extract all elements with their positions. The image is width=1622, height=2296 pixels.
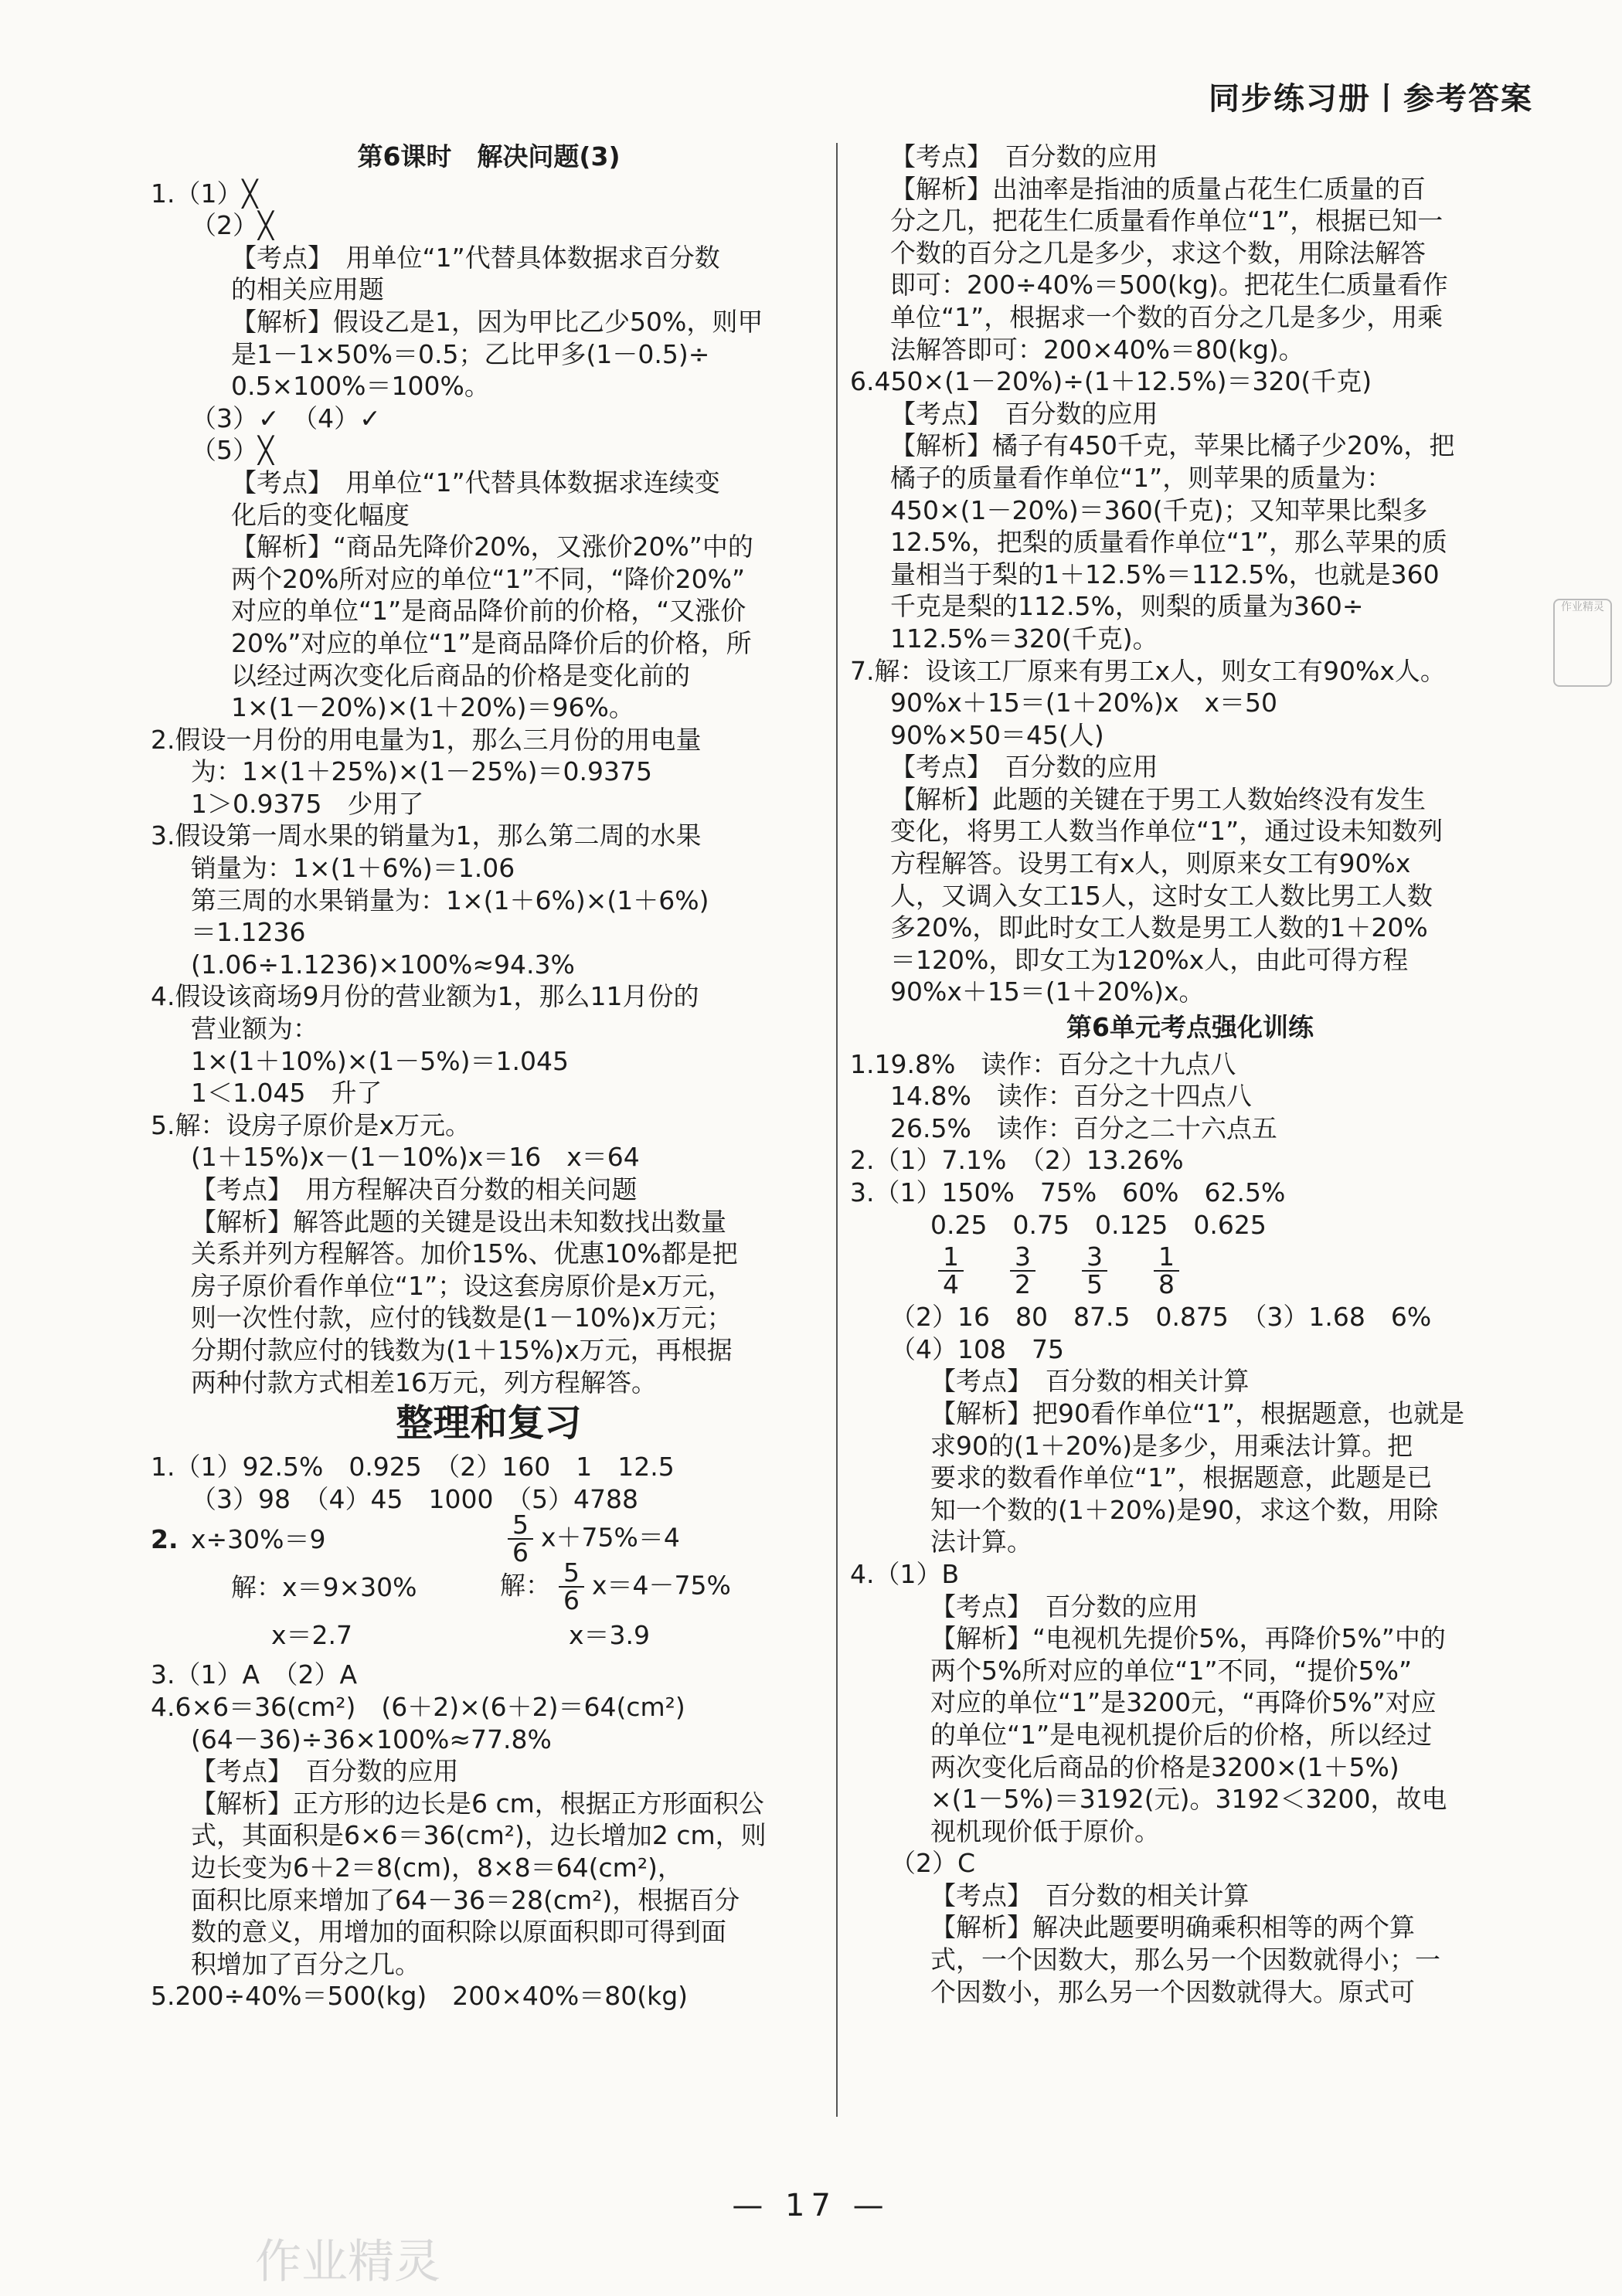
text-line: 个数的百分之几是多少，求这个数，用除法解答 <box>890 237 1426 268</box>
text-line: 2.假设一月份的用电量为1，那么三月份的用电量 <box>151 724 702 755</box>
fraction: $\frac{1}{4}$ <box>938 1244 964 1298</box>
text-line: 要求的数看作单位“1”，根据题意，此题是已 <box>930 1462 1433 1493</box>
text-line: （2）16 80 87.5 0.875 （3）1.68 6% <box>890 1302 1432 1333</box>
text-line: 【解析】把90看作单位“1”，根据题意，也就是 <box>930 1398 1465 1428</box>
text-line: 【考点】 百分数的应用 <box>890 141 1158 172</box>
text-line: 【解析】解决此题要明确乘积相等的两个算 <box>930 1912 1415 1943</box>
text-line: 【解析】假设乙是1，因为甲比乙少50%，则甲 <box>231 306 763 337</box>
text-line: 积增加了百分之几。 <box>191 1948 420 1979</box>
text-line: (64－36)÷36×100%≈77.8% <box>191 1724 552 1754</box>
text-line: 关系并列方程解答。加价15%、优惠10%都是把 <box>191 1238 738 1269</box>
text-line: 90%x＋15＝(1＋20%)x x＝50 <box>890 688 1278 718</box>
text-line: 【考点】 百分数的相关计算 <box>930 1880 1250 1911</box>
text-line: ＝120%，即女工为120%x人，由此可得方程 <box>890 944 1409 975</box>
text-line: 1.（1）╳ <box>151 178 258 209</box>
text-line: 【解析】橘子有450千克，苹果比橘子少20%，把 <box>890 430 1455 461</box>
fraction: $\frac{3}{5}$ <box>1082 1244 1107 1298</box>
watermark: 作业精灵 <box>255 2235 440 2289</box>
fraction: $\frac{3}{2}$ <box>1010 1244 1035 1298</box>
text-line: 5.200÷40%＝500(kg) 200×40%＝80(kg) <box>151 1981 689 2012</box>
text-line: 26.5% 读作：百分之二十六点五 <box>890 1112 1277 1143</box>
text-line: 3.（1）A （2）A <box>151 1659 358 1690</box>
text-line: 第三周的水果销量为：1×(1＋6%)×(1＋6%) <box>191 885 709 915</box>
text-line: 求90的(1＋20%)是多少，用乘法计算。把 <box>930 1430 1413 1461</box>
text-line: 销量为：1×(1＋6%)＝1.06 <box>191 853 515 884</box>
text-line: 以经过两次变化后商品的价格是变化前的 <box>231 660 690 691</box>
fraction: $\frac{1}{8}$ <box>1154 1244 1179 1298</box>
text-line: 橘子的质量看作单位“1”，则苹果的质量为： <box>890 462 1392 493</box>
right-lines-b <box>850 1048 1530 1241</box>
text-line: 【考点】 百分数的应用 <box>890 752 1158 783</box>
text-line: 式，一个因数大，那么另一个因数就得小；一 <box>930 1944 1440 1975</box>
text-line: 【考点】 用方程解决百分数的相关问题 <box>191 1174 638 1204</box>
text-line: 知一个数的(1＋20%)是90，求这个数，用除 <box>930 1494 1439 1525</box>
text-line: 两个5%所对应的单位“1”不同，“提价5%” <box>930 1655 1413 1686</box>
text-line: 1.（1）92.5% 0.925 （2）160 1 12.5 <box>151 1452 675 1483</box>
text-line: 的单位“1”是电视机提价后的价格，所以经过 <box>930 1719 1433 1750</box>
question-number: 2. <box>151 1523 179 1554</box>
text-line: 3.假设第一周水果的销量为1，那么第二周的水果 <box>151 820 702 851</box>
text-line: 1＜1.045 升了 <box>191 1078 383 1109</box>
text-line: 14.8% 读作：百分之十四点八 <box>890 1081 1252 1112</box>
text-line: 个因数小，那么另一个因数就得大。原式可 <box>930 1976 1415 2007</box>
text-line: 【解析】“电视机先提价5%，再降价5%”中的 <box>930 1623 1446 1654</box>
equation-block <box>151 1510 827 1659</box>
fraction: $\frac{5}{6}$ <box>508 1512 533 1566</box>
text-line: （3）98 （4）45 1000 （5）4788 <box>191 1483 638 1514</box>
text-line: 【解析】出油率是指油的质量占花生仁质量的百 <box>890 173 1426 204</box>
text-line: 两次变化后商品的价格是3200×(1＋5%) <box>930 1751 1399 1782</box>
text-line: 式，其面积是6×6＝36(cm²)，边长增加2 cm，则 <box>191 1820 767 1851</box>
text-line: 房子原价看作单位“1”；设这套房原价是x万元， <box>191 1270 733 1301</box>
review-lines-a <box>151 1451 827 1515</box>
text-line: 12.5%，把梨的质量看作单位“1”，那么苹果的质 <box>890 527 1448 558</box>
left-lines <box>151 178 827 1399</box>
text-line: 1×(1－20%)×(1＋20%)＝96%。 <box>231 692 634 723</box>
text-line: 【考点】 百分数的应用 <box>191 1756 459 1787</box>
text-line: 5.解：设房子原价是x万元。 <box>151 1109 471 1140</box>
left-column <box>151 141 827 2012</box>
fraction-row <box>850 1241 1530 1301</box>
text-line: ＝1.1236 <box>191 917 306 948</box>
text-line: 两种付款方式相差16万元，列方程解答。 <box>191 1367 657 1398</box>
text-line: 2.（1）7.1% （2）13.26% <box>850 1145 1184 1176</box>
text-line: ×(1－5%)＝3192(元)。3192＜3200，故电 <box>930 1784 1447 1815</box>
text-line: 分期付款应付的钱数为(1＋15%)x万元，再根据 <box>191 1334 733 1365</box>
text-line: 【考点】 百分数的应用 <box>930 1591 1199 1622</box>
text-line: 法计算。 <box>930 1527 1032 1557</box>
lesson-title: 第6课时 解决问题(3) <box>357 141 621 172</box>
text-line: 【考点】 用单位“1”代替具体数据求百分数 <box>231 242 720 273</box>
text-line: （2）C <box>890 1848 976 1879</box>
text-line: 量相当于梨的1＋12.5%＝112.5%，也就是360 <box>890 559 1440 589</box>
text-line: 6.450×(1－20%)÷(1＋12.5%)＝320(千克) <box>850 366 1372 397</box>
text-line: 方程解答。设男工有x人，则原来女工有90%x <box>890 848 1411 879</box>
text-line: （4）108 75 <box>890 1333 1064 1364</box>
text-line: 则一次性付款，应付的钱数是(1－10%)x万元； <box>191 1303 733 1333</box>
text-line: 是1－1×50%＝0.5；乙比甲多(1－0.5)÷ <box>231 338 710 369</box>
text-line: 1＞0.9375 少用了 <box>191 788 424 819</box>
text-line: （2）╳ <box>191 210 274 241</box>
text-line: 112.5%＝320(千克)。 <box>890 623 1158 654</box>
text-line: 20%”对应的单位“1”是商品降价后的价格，所 <box>231 627 752 658</box>
text-line: 【解析】“商品先降价20%，又涨价20%”中的 <box>231 532 753 562</box>
text-line: 4.假设该商场9月份的营业额为1，那么11月份的 <box>151 981 699 1012</box>
text-line: 7.解：设该工厂原来有男工x人，则女工有90%x人。 <box>850 655 1446 686</box>
text-line: 单位“1”，根据求一个数的百分之几是多少，用乘 <box>890 301 1443 332</box>
text-line: 为：1×(1＋25%)×(1－25%)＝0.9375 <box>191 756 652 787</box>
right-lines-a <box>850 141 1530 1008</box>
text-line: 人，又调入女工15人，这时女工人数比男工人数 <box>890 880 1433 911</box>
text-line: 【考点】 百分数的相关计算 <box>930 1366 1250 1397</box>
text-line: 变化，将男工人数当作单位“1”，通过设未知数列 <box>890 816 1443 847</box>
text-line: 千克是梨的112.5%，则梨的质量为360÷ <box>890 591 1364 622</box>
equation-b-line-2: 解： $\frac{5}{6}$ x＝4－75% <box>500 1557 731 1616</box>
text-line: 化后的变化幅度 <box>231 499 410 530</box>
text-line: 4.（1）B <box>850 1558 960 1589</box>
text-line: 即可：200÷40%＝500(kg)。把花生仁质量看作 <box>890 270 1448 301</box>
text-line: 【考点】 百分数的应用 <box>890 398 1158 429</box>
text-line: 1×(1＋10%)×(1－5%)＝1.045 <box>191 1045 569 1076</box>
equation-a-line-2: 解：x＝9×30% <box>231 1571 417 1602</box>
text-line: 面积比原来增加了64－36＝28(cm²)，根据百分 <box>191 1884 740 1915</box>
stamp-icon: 作业精灵 <box>1553 599 1612 687</box>
text-line: 0.25 0.75 0.125 0.625 <box>930 1209 1267 1240</box>
fraction: $\frac{5}{6}$ <box>559 1560 584 1614</box>
text-line: 边长变为6＋2＝8(cm)，8×8＝64(cm²)， <box>191 1852 683 1883</box>
unit-title: 第6单元考点强化训练 <box>1066 1012 1314 1043</box>
text-line: (1.06÷1.1236)×100%≈94.3% <box>191 949 575 980</box>
equation-a-line-3: x＝2.7 <box>271 1619 353 1650</box>
text-line: 营业额为： <box>191 1014 318 1044</box>
text-line: 90%×50＝45(人) <box>890 719 1104 750</box>
equation-b-line-1: $\frac{5}{6}$ x＋75%＝4 <box>500 1512 680 1566</box>
text-line: 【解析】正方形的边长是6 cm，根据正方形面积公 <box>191 1788 764 1819</box>
text-line: （5）╳ <box>191 435 274 466</box>
equation-a-line-1: x÷30%＝9 <box>191 1523 326 1554</box>
equation-b-line-3: x＝3.9 <box>569 1619 651 1650</box>
text-line: 法解答即可：200×40%＝80(kg)。 <box>890 334 1304 365</box>
text-line: 【解析】解答此题的关键是设出未知数找出数量 <box>191 1206 726 1237</box>
text-line: 0.5×100%＝100%。 <box>231 371 490 402</box>
text-line: 450×(1－20%)＝360(千克)；又知苹果比梨多 <box>890 494 1428 525</box>
text-line: 1.19.8% 读作：百分之十九点八 <box>850 1048 1236 1079</box>
text-line: 3.（1）150% 75% 60% 62.5% <box>850 1177 1286 1207</box>
text-line: 两个20%所对应的单位“1”不同，“降价20%” <box>231 563 746 594</box>
text-line: 【解析】此题的关键在于男工人数始终没有发生 <box>890 783 1426 814</box>
text-line: 多20%，即此时女工人数是男工人数的1＋20% <box>890 912 1428 943</box>
text-line: 90%x＋15＝(1＋20%)x。 <box>890 976 1205 1007</box>
text-line: 视机现价低于原价。 <box>930 1815 1160 1846</box>
text-line: （3）✓ （4）✓ <box>191 402 381 433</box>
text-line: 数的意义，用增加的面积除以原面积即可得到面 <box>191 1917 726 1948</box>
right-lines-c <box>850 1301 1530 2008</box>
page-number: — 17 — <box>732 2188 890 2223</box>
text-line: 【考点】 用单位“1”代替具体数据求连续变 <box>231 467 720 498</box>
text-line: (1＋15%)x－(1－10%)x＝16 x＝64 <box>191 1142 640 1173</box>
review-lines-b <box>151 1659 827 2012</box>
text-line: 4.6×6＝36(cm²) (6＋2)×(6＋2)＝64(cm²) <box>151 1691 685 1722</box>
review-title: 整理和复习 <box>396 1401 582 1445</box>
column-divider <box>836 143 838 2117</box>
text-line: 分之几，把花生仁质量看作单位“1”，根据已知一 <box>890 205 1443 236</box>
text-line: 对应的单位“1”是3200元，“再降价5%”对应 <box>930 1687 1437 1718</box>
right-column <box>850 141 1530 2008</box>
page-header-title: 同步练习册丨参考答案 <box>1209 81 1533 117</box>
text-line: 的相关应用题 <box>231 274 384 305</box>
text-line: 对应的单位“1”是商品降价前的价格，“又涨价 <box>231 596 746 627</box>
